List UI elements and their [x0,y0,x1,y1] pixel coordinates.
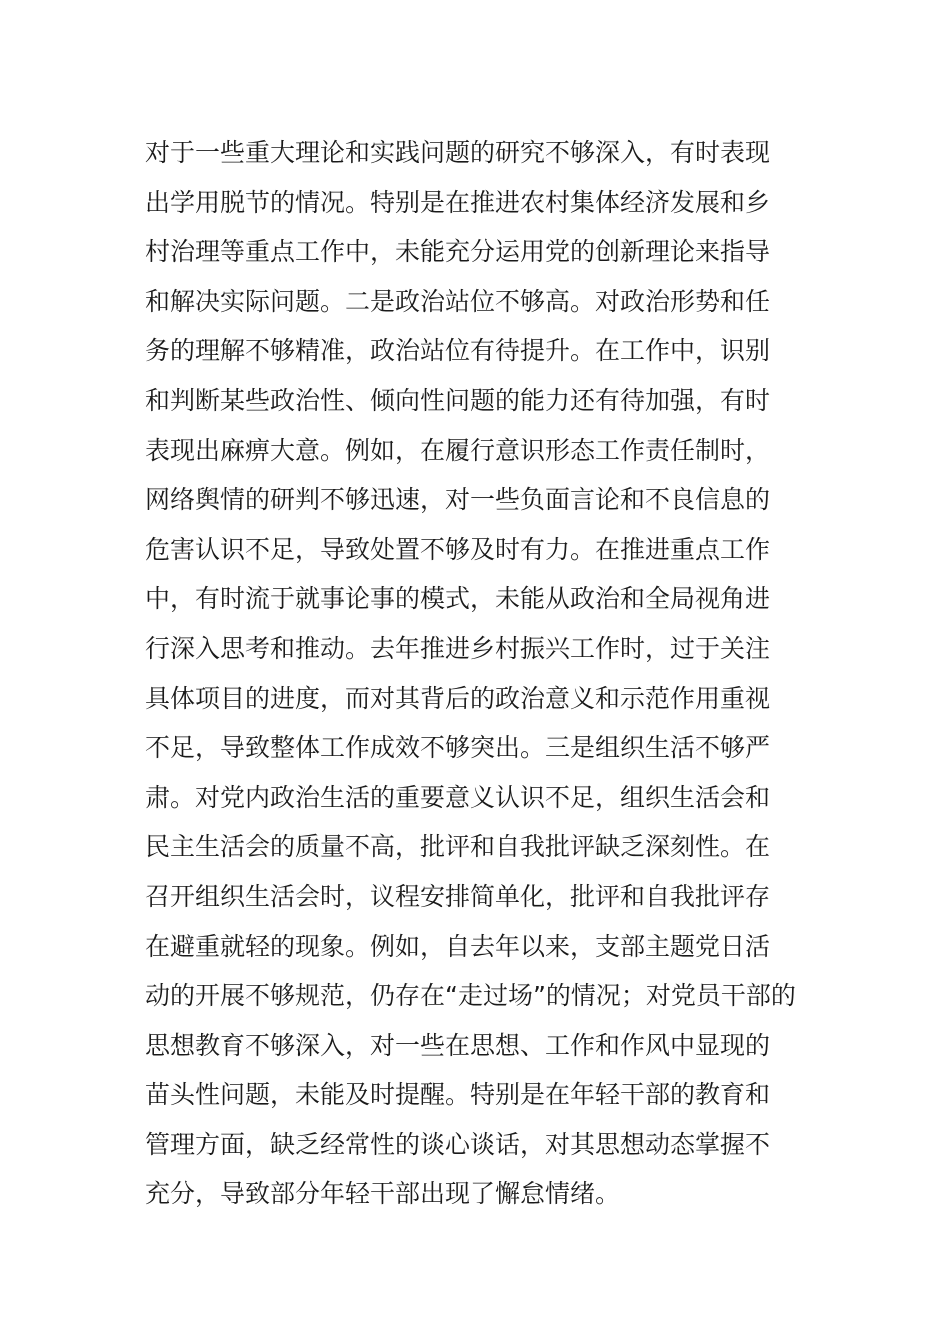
text-line: 中，有时流于就事论事的模式，未能从政治和全局视角进 [145,584,771,614]
text-line: 思想教育不够深入，对一些在思想、工作和作风中显现的 [145,1030,771,1060]
text-line: 具体项目的进度，而对其背后的政治意义和示范作用重视 [145,683,771,713]
text-line: 苗头性问题，未能及时提醒。特别是在年轻干部的教育和 [145,1080,771,1110]
text-line: 村治理等重点工作中，未能充分运用党的创新理论来指导 [145,237,771,267]
text-line: 管理方面，缺乏经常性的谈心谈话，对其思想动态掌握不 [145,1129,771,1159]
text-line: 充分，导致部分年轻干部出现了懈怠情绪。 [145,1179,621,1209]
text-line: 在避重就轻的现象。例如，自去年以来，支部主题党日活 [145,931,771,961]
text-line: 出学用脱节的情况。特别是在推进农村集体经济发展和乡 [145,187,771,217]
text-line: 对于一些重大理论和实践问题的研究不够深入，有时表现 [145,138,771,167]
text-line: 网络舆情的研判不够迅速，对一些负面言论和不良信息的 [145,485,771,515]
text-line: 动的开展不够规范，仍存在“走过场”的情况；对党员干部的 [145,981,796,1011]
body-paragraph [145,128,815,1219]
text-line: 民主生活会的质量不高，批评和自我批评缺乏深刻性。在 [145,832,771,862]
text-line: 行深入思考和推动。去年推进乡村振兴工作时，过于关注 [145,633,771,663]
text-line: 召开组织生活会时，议程安排简单化，批评和自我批评存 [145,881,771,911]
text-line: 肃。对党内政治生活的重要意义认识不足，组织生活会和 [145,782,771,812]
text-line: 不足，导致整体工作成效不够突出。三是组织生活不够严 [145,733,771,763]
text-line: 和判断某些政治性、倾向性问题的能力还有待加强，有时 [145,385,771,415]
text-line: 和解决实际问题。二是政治站位不够高。对政治形势和任 [145,286,771,316]
text-line: 危害认识不足，导致处置不够及时有力。在推进重点工作 [145,534,771,564]
text-line: 务的理解不够精准，政治站位有待提升。在工作中，识别 [145,336,771,366]
text-line: 表现出麻痹大意。例如，在履行意识形态工作责任制时， [145,435,771,465]
